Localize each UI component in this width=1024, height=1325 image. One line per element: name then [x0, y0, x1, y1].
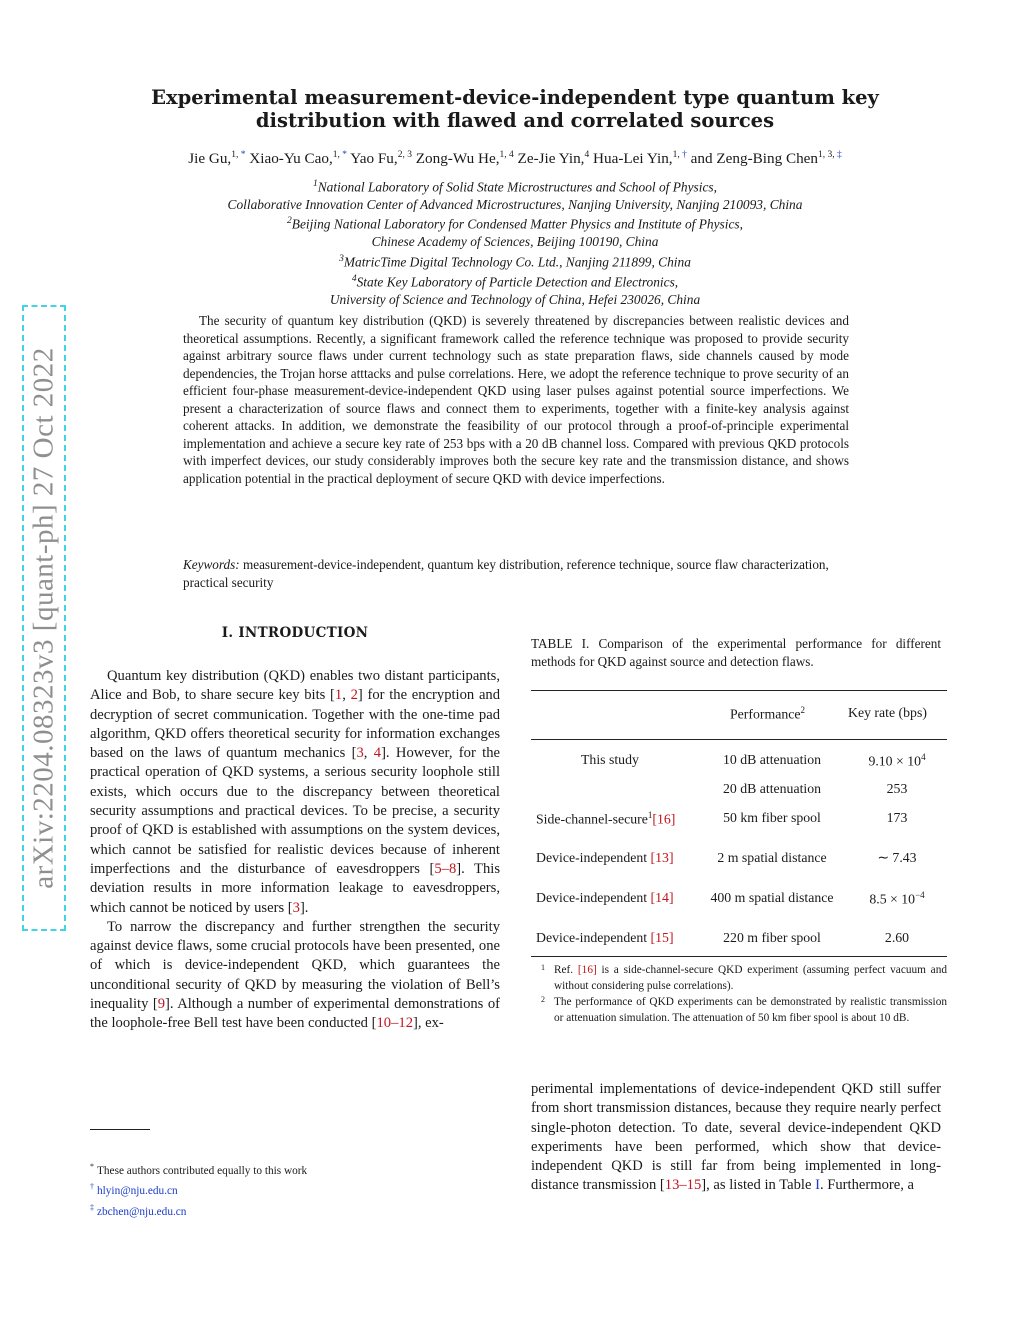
table-header-performance: Performance$^2$ [730, 705, 805, 722]
table-cell-method [581, 752, 639, 768]
footnote-symbol: ‡ [90, 1202, 94, 1212]
author-affil-mark [673, 150, 687, 160]
keywords [183, 556, 849, 591]
affil-mark: * [240, 150, 246, 160]
footnote-email-link[interactable]: zbchen@nju.edu.cn [97, 1205, 187, 1218]
method-citation[interactable]: [16] [652, 811, 676, 827]
table-cell-method [536, 890, 674, 906]
text-run: , [342, 687, 351, 704]
affil-mark: 1, [231, 150, 241, 160]
method-name: Device-independent [536, 930, 651, 945]
table-cell-performance: 2 m spatial distance [717, 850, 827, 865]
table-caption: TABLE I. Comparison of the experimental performance for different methods for QKD against source and detection flaws. [531, 636, 941, 669]
method-citation[interactable]: [14] [650, 890, 674, 905]
citation: 1 [334, 687, 343, 704]
affiliation-line [90, 176, 940, 196]
footnote-text: These authors contributed equally to this work [97, 1164, 308, 1177]
key-rate-exponent: 4 [921, 752, 926, 762]
affiliation-line [90, 196, 940, 214]
affiliation-text: University of Science and Technology of China, Hefei 230026, China [329, 291, 701, 307]
table-cell-performance: 20 dB attenuation [722, 781, 822, 796]
table-note [540, 994, 947, 1026]
key-rate-value: 9.10 × 10 [868, 753, 922, 769]
footnote [90, 1159, 500, 1179]
key-rate-value: 173 [886, 810, 908, 825]
table-cell-key-rate [887, 810, 908, 826]
author-affil-mark [500, 150, 514, 160]
table-cell-method [536, 850, 674, 866]
author-affil-mark [333, 150, 347, 160]
citation: 10–12 [376, 1015, 413, 1032]
text-run: Ref. [554, 964, 578, 976]
author-affil-mark [584, 150, 589, 160]
abstract-text: The security of quantum key distribution (QKD) is severely threatened by discrepancies between realistic devices and theoretical assumptions. Recently, a significant framework called the reference technique was proposed to provide security against arbitrary source flaws under current technology such as state preparation flaws, side channels caused by mode dependencies, the Trojan horse atttacks and pulse correlations. Here, we adopt the reference technique to prove security of an efficient four-phase measurement-device-independent QKD using laser pulses against potential source imperfections. We present a characterization of source flaws and connect them to experiments, together with a finite-key analysis against coherent attacks. In addition, we demonstrate the feasibility of our protocol through a proof-of-principle experimental implementation and achieve a secure key rate of 253 bps with a 20 dB channel loss. Compared with previous QKD protocols with imperfect devices, our study considerably improves both the secure key rate and the transmission distance, and shows application potential in the practical deployment of secure QKD with device imperfections. [183, 313, 849, 486]
table-note-mark: 2 [541, 995, 545, 1004]
footnote [90, 1179, 500, 1199]
footnote-email-link[interactable]: hlyin@nju.edu.cn [97, 1185, 178, 1198]
affil-mark: 1, [332, 150, 343, 160]
method-citation[interactable]: [15] [650, 930, 674, 945]
text-run: ]. However, for the practical operation of QKD systems, a serious security loophole still exists, which occurs due to the discrepancy between theoretical security assumptions and practical devices. To be precise, a security proof of QKD is established with assumptions on the system devices, which cannot be satisfied for realistic devices because of inherent imperfections and the disturbance of eavesdroppers [ [90, 745, 500, 877]
key-rate-exponent: −4 [915, 890, 925, 900]
text-run: perimental implementations of device-independent QKD still suffer from short transmission distances, because they require nearly perfect single-photon detection. To date, several device-independent QKD experiments have been performed, which show that device-independent QKD is still far from being implemented in long-distance transmission [ [531, 1081, 941, 1194]
footnote-rule [90, 1129, 150, 1130]
table-cell-method [536, 930, 674, 946]
table-cell-performance: 220 m fiber spool [723, 930, 821, 945]
author: Zong-Wu He, [415, 150, 500, 168]
table-header-rule [531, 739, 947, 740]
author: Xiao-Yu Cao, [249, 150, 333, 168]
affil-mark: 1, 4 [499, 150, 514, 160]
key-rate-value: 2.60 [884, 930, 910, 945]
intro-paragraph-2 [90, 918, 500, 1034]
author: and Zeng-Bing Chen [690, 150, 819, 168]
table-note-mark: 1 [541, 963, 545, 972]
text-run: ]. Although a number of experimental demonstrations of the loophole-free Bell test have been conducted [ [90, 996, 501, 1032]
affiliation-number: 2 [287, 216, 292, 227]
arxiv-stamp [22, 305, 66, 931]
author-affil-mark [398, 150, 412, 160]
table-cell-key-rate [877, 850, 916, 866]
citation: 2 [350, 687, 358, 704]
method-name: This study [581, 752, 639, 767]
citation: 9 [157, 996, 166, 1013]
table-cell-key-rate [885, 930, 909, 946]
affiliation-line [90, 233, 940, 251]
key-rate-value: ∼ 7.43 [877, 850, 917, 865]
text-run: is a side-channel-secure QKD experiment (assuming perfect vacuum and without considering pulse correlations). [554, 964, 947, 992]
citation: 13–15 [664, 1177, 702, 1194]
intro-paragraph-1 [90, 667, 500, 918]
key-rate-value: 8.5 × 10 [869, 891, 916, 907]
affil-mark: 2, 3 [397, 150, 412, 160]
affiliation-number: 4 [351, 273, 357, 284]
affil-mark: † [682, 150, 687, 160]
footnote [90, 1200, 500, 1220]
table-cell-key-rate [887, 781, 908, 797]
affiliation-line [90, 291, 940, 309]
affil-mark: 1, [672, 150, 683, 160]
author-affil-mark [231, 150, 245, 160]
section-heading: I. INTRODUCTION [221, 625, 369, 641]
author: Yao Fu, [350, 150, 398, 168]
method-name: Device-independent [536, 850, 651, 865]
key-rate-value: 253 [886, 781, 908, 796]
method-citation[interactable]: [13] [650, 850, 674, 865]
footnote-symbol: † [90, 1182, 94, 1192]
text-run: The performance of QKD experiments can be demonstrated by realistic transmission or attenuation simulation. The attenuation of 50 km fiber spool is about 10 dB. [554, 996, 947, 1024]
table-header-key-rate: Key rate (bps) [848, 705, 927, 720]
table-cell-performance: 10 dB attenuation [722, 752, 822, 767]
text-run: . Furthermore, a [819, 1177, 914, 1194]
affiliation-line [90, 271, 940, 291]
affiliation-text: Beijing National Laboratory for Condensed Matter Physics and Institute of Physics, [291, 216, 743, 232]
text-run: To narrow the discrepancy and further strengthen the security against device flaws, some crucial protocols have been presented, one of which is device-independent QKD, which guarantees the unconditional security of QKD by measuring the violation of Bell’s inequality [ [90, 918, 500, 1013]
citation: 3 [292, 899, 300, 916]
citation: [16] [577, 964, 597, 976]
intro-column [90, 667, 500, 1034]
author-affil-mark [818, 150, 842, 160]
affiliation-number: 3 [339, 253, 344, 264]
table-cell-method [536, 810, 675, 828]
author-list [90, 150, 940, 168]
right-paragraph-1 [531, 1080, 941, 1196]
affiliation-text: National Laboratory of Solid State Microstructures and School of Physics, [317, 179, 717, 195]
author: Ze-Jie Yin, [517, 150, 585, 168]
citation: 3 [356, 745, 364, 762]
method-name: Side-channel-secure [536, 811, 648, 827]
keywords-label: Keywords: [183, 557, 240, 572]
table-cell-key-rate [868, 752, 925, 770]
affil-mark: 1, 3, [818, 150, 838, 160]
citation: 5–8 [434, 860, 457, 877]
affiliations [90, 176, 940, 308]
footnotes [90, 1159, 500, 1220]
table-top-rule [531, 690, 947, 691]
author: Hua-Lei Yin, [593, 150, 673, 168]
table-bottom-rule [531, 956, 947, 957]
affiliation-text: State Key Laboratory of Particle Detection and Electronics, [356, 274, 679, 290]
right-column [531, 1080, 941, 1196]
table-note [540, 962, 947, 994]
table-cell-performance: 50 km fiber spool [723, 810, 821, 825]
citation: I [815, 1177, 820, 1194]
affiliation-text: Chinese Academy of Sciences, Beijing 100190, China [371, 234, 659, 250]
keywords-text: measurement-device-independent, quantum key distribution, reference technique, source flaw characterization, practical security [183, 557, 829, 590]
affiliation-line [90, 251, 940, 271]
text-run: ], as listed in Table [701, 1177, 816, 1194]
affiliation-line [90, 213, 940, 233]
text-run: Quantum key distribution (QKD) enables two distant participants, Alice and Bob, to share secure key bits [ [90, 668, 500, 704]
citation: 4 [373, 745, 382, 762]
footnote-symbol: * [90, 1162, 94, 1171]
affil-mark: ‡ [837, 150, 842, 160]
method-name: Device-independent [536, 890, 651, 905]
table-cell-key-rate [869, 890, 924, 908]
text-run: ]. This deviation results in more information leakage to eavesdroppers, which cannot be noticed by users [ [90, 860, 500, 916]
affiliation-text: MatricTime Digital Technology Co. Ltd., Nanjing 211899, China [343, 254, 691, 270]
arxiv-id: arXiv:2204.08323v3 [quant-ph] 27 Oct 2022 [27, 347, 60, 889]
text-run: , [363, 745, 374, 762]
text-run: ] for the encryption and decryption of secret communication. Together with the one-time pad algorithm, QKD offers theoretical security for information exchanges based on the laws of quantum mechanics [ [90, 687, 501, 762]
affil-mark: * [342, 150, 348, 160]
paper-title: Experimental measurement-device-independent type quantum key distribution with flawed and correlated sources [151, 86, 879, 132]
table-notes [540, 962, 947, 1026]
affiliation-text: Collaborative Innovation Center of Advanced Microstructures, Nanjing University, Nanjing 210093, China [227, 196, 803, 212]
table-cell-performance: 400 m spatial distance [710, 890, 834, 905]
method-note-mark: 1 [647, 810, 653, 820]
abstract [183, 312, 849, 487]
text-run: ], ex- [412, 1015, 444, 1032]
author: Jie Gu, [188, 150, 232, 168]
affil-mark: 4 [584, 150, 590, 160]
text-run: ]. [299, 899, 309, 916]
affiliation-number: 1 [313, 179, 318, 189]
